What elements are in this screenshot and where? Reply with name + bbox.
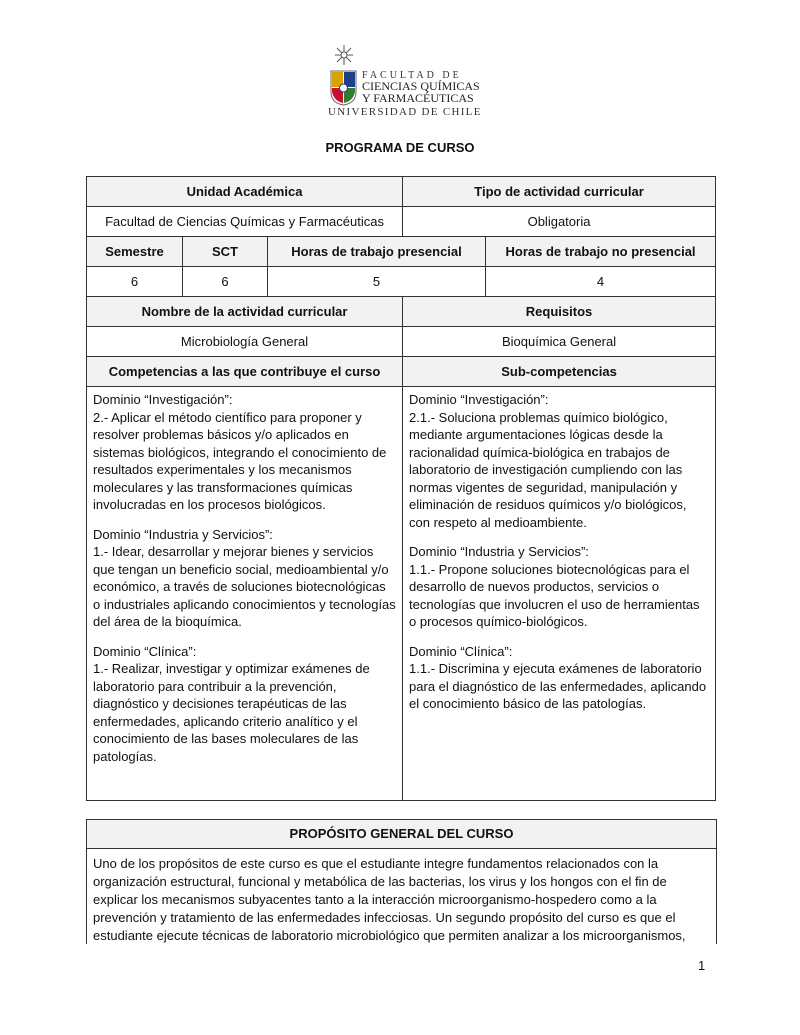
nombre-header: Nombre de la actividad curricular: [87, 297, 403, 327]
subcompetencia-block: [409, 543, 709, 631]
proposito-header: PROPÓSITO GENERAL DEL CURSO: [87, 820, 716, 849]
proposito-text: Uno de los propósitos de este curso es que el estudiante integre fundamentos relacionados con la organización estructural, funcional y metabólica de las bacterias, los virus y los hongos con el fin de explicar los mecanismos subyacentes tanto a la interacción microorganismo-hospedero como a la prevención y tratamiento de las enfermedades infecciosas. Un segundo propósito del curso es que el estudiante ejecute técnicas de laboratorio microbiológico que permiten analizar a los microorganismos,: [93, 856, 686, 943]
subcompetencias-cell: [403, 387, 716, 801]
competencia-text: 2.- Aplicar el método científico para proponer y resolver problemas básicos y/o aplicados en sistemas biológicos, integrando el conocimiento de resultados experimentales y los mecanismos moleculares y las transformaciones químicas involucradas en los procesos biológicos.: [93, 409, 387, 512]
unidad-value: Facultad de Ciencias Químicas y Farmacéuticas: [87, 207, 403, 237]
course-table: [86, 176, 716, 801]
proposito-section: [86, 819, 717, 944]
horas-presencial-header: Horas de trabajo presencial: [268, 237, 486, 267]
page-title: PROGRAMA DE CURSO: [325, 140, 475, 155]
semestre-header: Semestre: [87, 237, 183, 267]
subcompetencia-domain: Dominio “Investigación”:: [409, 392, 549, 407]
competencia-domain: Dominio “Industria y Servicios”:: [93, 526, 273, 542]
sct-header: SCT: [183, 237, 268, 267]
logo-line-3: Y FARMACÉUTICAS: [362, 91, 474, 105]
semestre-value: 6: [87, 267, 183, 297]
requisitos-value: Bioquímica General: [403, 327, 716, 357]
horas-no-presencial-value: 4: [486, 267, 716, 297]
subcompetencia-block: [409, 391, 709, 531]
tipo-value: Obligatoria: [403, 207, 716, 237]
subcompetencia-block: [409, 643, 709, 713]
subcompetencia-text: 1.1.- Propone soluciones biotecnológicas para el desarrollo de nuevos productos, servicios o tecnologías que involucren el uso de herramientas o procesos químico-biológicos.: [409, 561, 700, 629]
competencias-cell: [87, 387, 403, 801]
competencias-header: Competencias a las que contribuye el curso: [87, 357, 403, 387]
requisitos-header: Requisitos: [403, 297, 716, 327]
competencia-text: 1.- Idear, desarrollar y mejorar bienes y servicios que tengan un beneficio social, medioambiental y/o económico, a través de soluciones biotecnológicas o industriales aplicando conocimientos y tecnologías del área de la bioquímica.: [93, 544, 396, 629]
logo-line-1: FACULTAD DE: [362, 70, 462, 81]
shield-icon: [330, 70, 357, 106]
nombre-value: Microbiología General: [87, 327, 403, 357]
unidad-header: Unidad Académica: [87, 177, 403, 207]
sct-value: 6: [183, 267, 268, 297]
competencia-block: [93, 643, 396, 766]
competencia-text: 1.- Realizar, investigar y optimizar exámenes de laboratorio para contribuir a la prevención, diagnóstico y decisiones terapéuticas de las enfermedades, aplicando criterio analítico y el conocimiento de las bases moleculares de las patologías.: [93, 661, 370, 764]
competencia-block: [93, 391, 396, 514]
subcompetencias-header: Sub-competencias: [403, 357, 716, 387]
star-icon: [334, 44, 354, 66]
competencia-domain: Dominio “Investigación”:: [93, 392, 233, 407]
logo-line-2: CIENCIAS QUÍMICAS: [362, 79, 480, 93]
tipo-header: Tipo de actividad curricular: [403, 177, 716, 207]
subcompetencia-domain: Dominio “Clínica”:: [409, 643, 513, 659]
subcompetencia-text: 2.1.- Soluciona problemas químico biológico, mediante argumentaciones lógicas desde la racionalidad química-biológica en trabajos de laboratorio de investigación cumpliendo con las normas vigentes de seguridad, manipulación y eliminación de residuos químicos y/o biológicos, con respeto al medioambiente.: [409, 409, 687, 530]
faculty-logo: [328, 44, 482, 120]
competencia-domain: Dominio “Clínica”:: [93, 643, 197, 659]
logo-line-4: UNIVERSIDAD DE CHILE: [328, 106, 482, 118]
horas-no-presencial-header: Horas de trabajo no presencial: [486, 237, 716, 267]
horas-presencial-value: 5: [268, 267, 486, 297]
subcompetencia-domain: Dominio “Industria y Servicios”:: [409, 544, 589, 559]
page-number: 1: [698, 958, 706, 973]
subcompetencia-text: 1.1.- Discrimina y ejecuta exámenes de laboratorio para el diagnóstico de las enfermedades, aplicando el conocimiento básico de las patologías.: [409, 661, 707, 711]
competencia-block: [93, 526, 396, 631]
